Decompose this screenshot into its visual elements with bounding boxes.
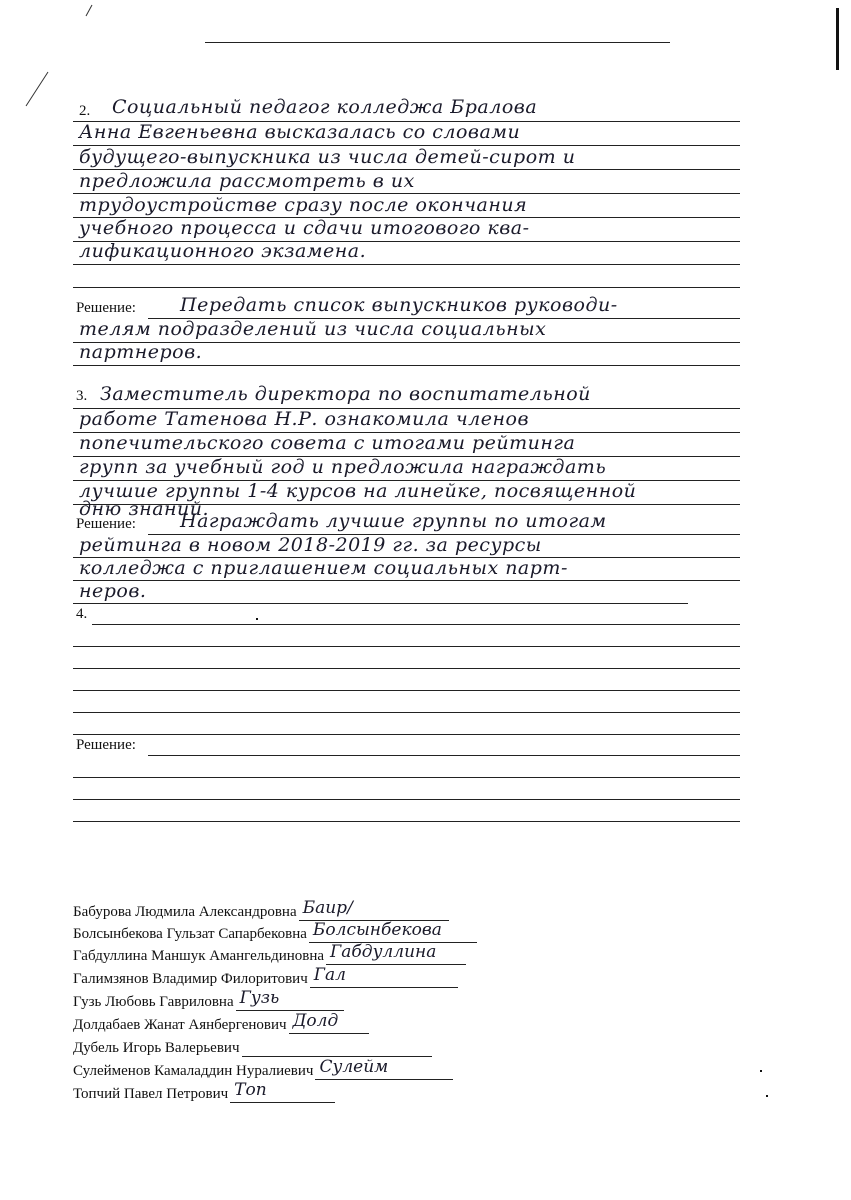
signatory-name: Галимзянов Владимир Филоритович bbox=[73, 971, 308, 987]
handwritten-line: предложила рассмотреть в их bbox=[79, 170, 415, 192]
text-rule bbox=[73, 821, 740, 822]
handwritten-line: Награждать лучшие группы по итогам bbox=[180, 510, 607, 532]
handwritten-line: колледжа с приглашением социальных парт- bbox=[79, 557, 568, 579]
handwritten-line: трудоустройстве сразу после окончания bbox=[79, 194, 528, 216]
margin-stroke bbox=[83, 4, 95, 18]
signatory-row bbox=[73, 1011, 369, 1036]
signature: Баир/ bbox=[302, 898, 353, 918]
handwritten-line: Передать список выпускников руководи- bbox=[180, 294, 618, 316]
text-rule bbox=[92, 624, 740, 625]
signatory-row bbox=[73, 1080, 335, 1105]
signature: Топ bbox=[234, 1080, 267, 1100]
item-number: 3. bbox=[76, 388, 88, 404]
handwritten-line: партнеров. bbox=[79, 341, 203, 363]
text-rule bbox=[73, 668, 740, 669]
signatory-name: Топчий Павел Петрович bbox=[73, 1086, 229, 1102]
signatory-name: Болсынбекова Гульзат Сапарбековна bbox=[73, 926, 307, 942]
item-number: 2. bbox=[79, 103, 91, 119]
item-number: 4. bbox=[76, 606, 88, 622]
handwritten-line: рейтинга в новом 2018-2019 гг. за ресурсы bbox=[79, 534, 542, 556]
handwritten-line: Заместитель директора по воспитательной bbox=[100, 383, 591, 405]
text-rule bbox=[73, 690, 740, 691]
signatory-row bbox=[73, 988, 344, 1013]
decision-label: Решение: bbox=[76, 300, 136, 316]
text-rule bbox=[73, 646, 740, 647]
text-rule bbox=[73, 287, 740, 288]
signature: Габдуллина bbox=[330, 942, 437, 962]
handwritten-line: дню знаний. bbox=[79, 498, 210, 520]
signatory-row bbox=[73, 1057, 453, 1082]
handwritten-line: Анна Евгеньевна высказалась со словами bbox=[79, 121, 521, 143]
handwritten-line: лучшие группы 1-4 курсов на линейке, посвященной bbox=[79, 480, 637, 502]
handwritten-line: работе Татенова Н.Р. ознакомила членов bbox=[79, 408, 529, 430]
page-edge-mark bbox=[836, 8, 839, 70]
handwritten-line: будущего-выпускника из числа детей-сирот и bbox=[79, 146, 576, 168]
handwritten-line: Социальный педагог колледжа Бралова bbox=[112, 96, 538, 118]
handwritten-line: учебного процесса и сдачи итогового ква- bbox=[79, 217, 530, 239]
decision-label: Решение: bbox=[76, 737, 136, 753]
text-rule bbox=[73, 712, 740, 713]
text-rule bbox=[73, 264, 740, 265]
signatory-row bbox=[73, 965, 458, 990]
handwritten-line: лификационного экзамена. bbox=[79, 240, 367, 262]
signature: Гал bbox=[313, 965, 346, 985]
decision-label: Решение: bbox=[76, 516, 136, 532]
text-rule bbox=[73, 777, 740, 778]
speck bbox=[256, 618, 258, 620]
signature: Сулейм bbox=[319, 1057, 389, 1077]
margin-stroke bbox=[22, 70, 52, 110]
handwritten-line: неров. bbox=[79, 580, 147, 602]
signatory-name: Дубель Игорь Валерьевич bbox=[73, 1040, 240, 1056]
signatory-name: Габдуллина Маншук Амангельдиновна bbox=[73, 948, 325, 964]
signatory-name: Бабурова Людмила Александровна bbox=[73, 904, 297, 920]
speck bbox=[760, 1070, 762, 1072]
signature: Долд bbox=[292, 1011, 339, 1031]
text-rule bbox=[73, 799, 740, 800]
text-rule bbox=[73, 603, 688, 604]
signature: Гузь bbox=[239, 988, 280, 1008]
signatory-name: Долдабаев Жанат Аянбергенович bbox=[73, 1017, 287, 1033]
handwritten-line: попечительского совета с итогами рейтинга bbox=[79, 432, 576, 454]
top-rule bbox=[205, 42, 670, 43]
speck bbox=[766, 1095, 768, 1097]
text-rule bbox=[73, 734, 740, 735]
text-rule bbox=[73, 580, 740, 581]
signatory-name: Сулейменов Камаладдин Нуралиевич bbox=[73, 1063, 314, 1079]
handwritten-line: телям подразделений из числа социальных bbox=[79, 318, 547, 340]
text-rule bbox=[73, 365, 740, 366]
signatory-name: Гузь Любовь Гавриловна bbox=[73, 994, 234, 1010]
signature: Болсынбекова bbox=[312, 920, 442, 940]
handwritten-line: групп за учебный год и предложила награждать bbox=[79, 456, 607, 478]
text-rule bbox=[148, 755, 740, 756]
signatory-row bbox=[73, 1039, 432, 1059]
signatory-row bbox=[73, 942, 466, 967]
